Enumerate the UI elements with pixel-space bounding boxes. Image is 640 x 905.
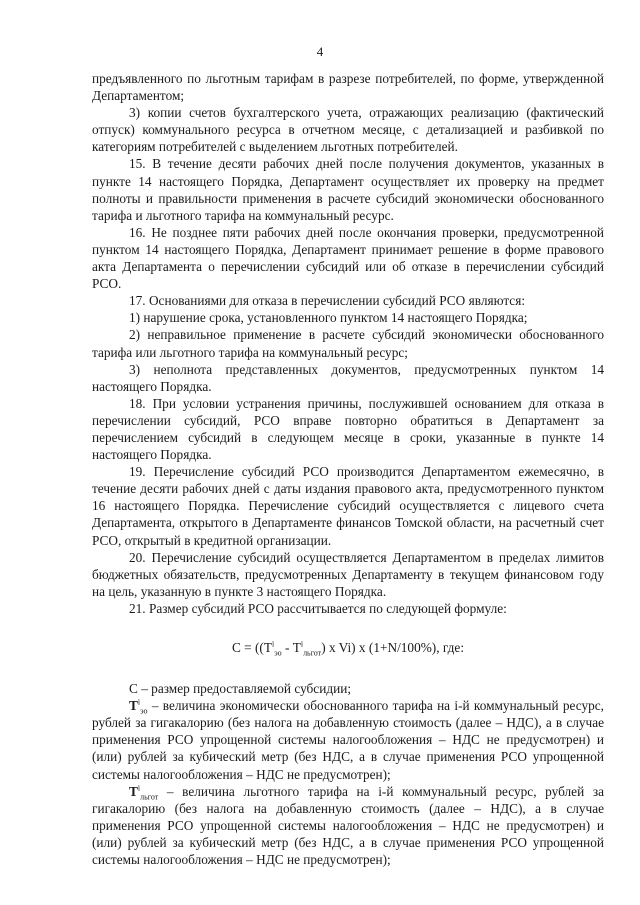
formula-rhs: ) x Vi) x (1+N/100%), где: [321, 640, 465, 655]
formula-sub-2: льгот [303, 648, 322, 658]
formula-sub-1: эо [274, 648, 282, 658]
definition-tl-sup: i [137, 783, 141, 793]
paragraph-20: 20. Перечисление субсидий осуществляется Департаментом в пределах лимитов бюджетных обязательств, предусмотренных Департаменту в текущем финансовом году на цель, указанную в пункте 3 настоящего Порядка. [92, 549, 604, 599]
paragraph-17-item-3: 3) неполнота представленных документов, предусмотренных пунктом 14 настоящего Порядка. [92, 361, 604, 394]
definition-tl-sub: льгот [140, 792, 159, 802]
paragraph-continuation: предъявленного по льготным тарифам в разрезе потребителей, по форме, утвержденной Департаментом; [92, 71, 604, 104]
definition-teo [92, 697, 604, 782]
paragraph-21: 21. Размер субсидий РСО рассчитывается по следующей формуле: [129, 600, 507, 616]
paragraph-item-3: 3) копии счетов бухгалтерского учета, отражающих реализацию (фактический отпуск) коммунального ресурса в отчетном месяце, с детализацией и разбивкой по категориям потребителей с выделением льготных потребителей. [92, 105, 604, 155]
definition-tl-var: T [129, 783, 138, 799]
definition-teo-text: – величина экономически обоснованного тарифа на i-й коммунальный ресурс, рублей за гигакалорию (без налога на добавленную стоимость (далее – НДС), а в случае применения РСО упрощенной системы налогообложения – НДС не предусмотрен) и (или) рублей за кубический метр (без НДС, а в случае применения РСО упрощенной системы налогообложения – НДС не предусмотрен); [92, 698, 604, 782]
definition-teo-sup: i [137, 697, 141, 707]
paragraph-17-item-1: 1) нарушение срока, установленного пунктом 14 настоящего Порядка; [129, 310, 528, 326]
definition-teo-sub: эо [140, 706, 148, 716]
formula-sup-2: i [300, 639, 304, 649]
subsidy-formula [92, 639, 604, 656]
definition-tl [92, 783, 604, 868]
paragraph-17-item-2: 2) неправильное применение в расчете субсидий экономически обоснованного тарифа или льготного тарифа на коммунальный ресурс; [92, 327, 604, 360]
page-number: 4 [316, 44, 324, 59]
paragraph-15: 15. В течение десяти рабочих дней после получения документов, указанных в пункте 14 настоящего Порядка, Департамент осуществляет их проверку на предмет полноты и правильности применения в расчете субсидий экономически обоснованного тарифа и льготного тарифа на коммунальный ресурс. [92, 156, 604, 223]
paragraph-19: 19. Перечисление субсидий РСО производится Департаментом ежемесячно, в течение десяти рабочих дней с даты издания правового акта, предусмотренного пунктом 16 настоящего Порядка. Перечисление субсидий осуществляется с лицевого счета Департамента, открытого в Департаменте финансов Томской области, на расчетный счет РСО, открытый в кредитной организации. [92, 464, 604, 548]
formula-mid: - T [281, 640, 301, 655]
paragraph-16: 16. Не позднее пяти рабочих дней после окончания проверки, предусмотренной пунктом 14 настоящего Порядка, Департамент принимает решение в форме правового акта Департамента о перечислении субсидий или об отказе в перечислении субсидий РСО. [92, 224, 604, 292]
paragraph-17: 17. Основаниями для отказа в перечислении субсидий РСО являются: [129, 293, 526, 309]
paragraph-18: 18. При условии устранения причины, послужившей основанием для отказа в перечислении субсидий, РСО вправе повторно обратиться в Департамент за перечислением субсидий в следующем месяце в сроки, указанные в пункте 14 настоящего Порядка. [92, 395, 604, 463]
formula-lhs: C = ((T [231, 640, 272, 655]
document-body [92, 70, 604, 868]
definition-c: С – размер предоставляемой субсидии; [129, 681, 352, 697]
definition-teo-var: T [129, 698, 138, 714]
formula-sup-1: i [271, 639, 275, 649]
definition-tl-text: – величина льготного тарифа на i-й коммунальный ресурс, рублей за гигакалорию (без налога на добавленную стоимость (далее – НДС), а в случае применения РСО упрощенной системы налогообложения – НДС не предусмотрен) и (или) рублей за кубический метр (без НДС, а в случае применения РСО упрощенной системы налогообложения – НДС не предусмотрен); [92, 783, 604, 868]
